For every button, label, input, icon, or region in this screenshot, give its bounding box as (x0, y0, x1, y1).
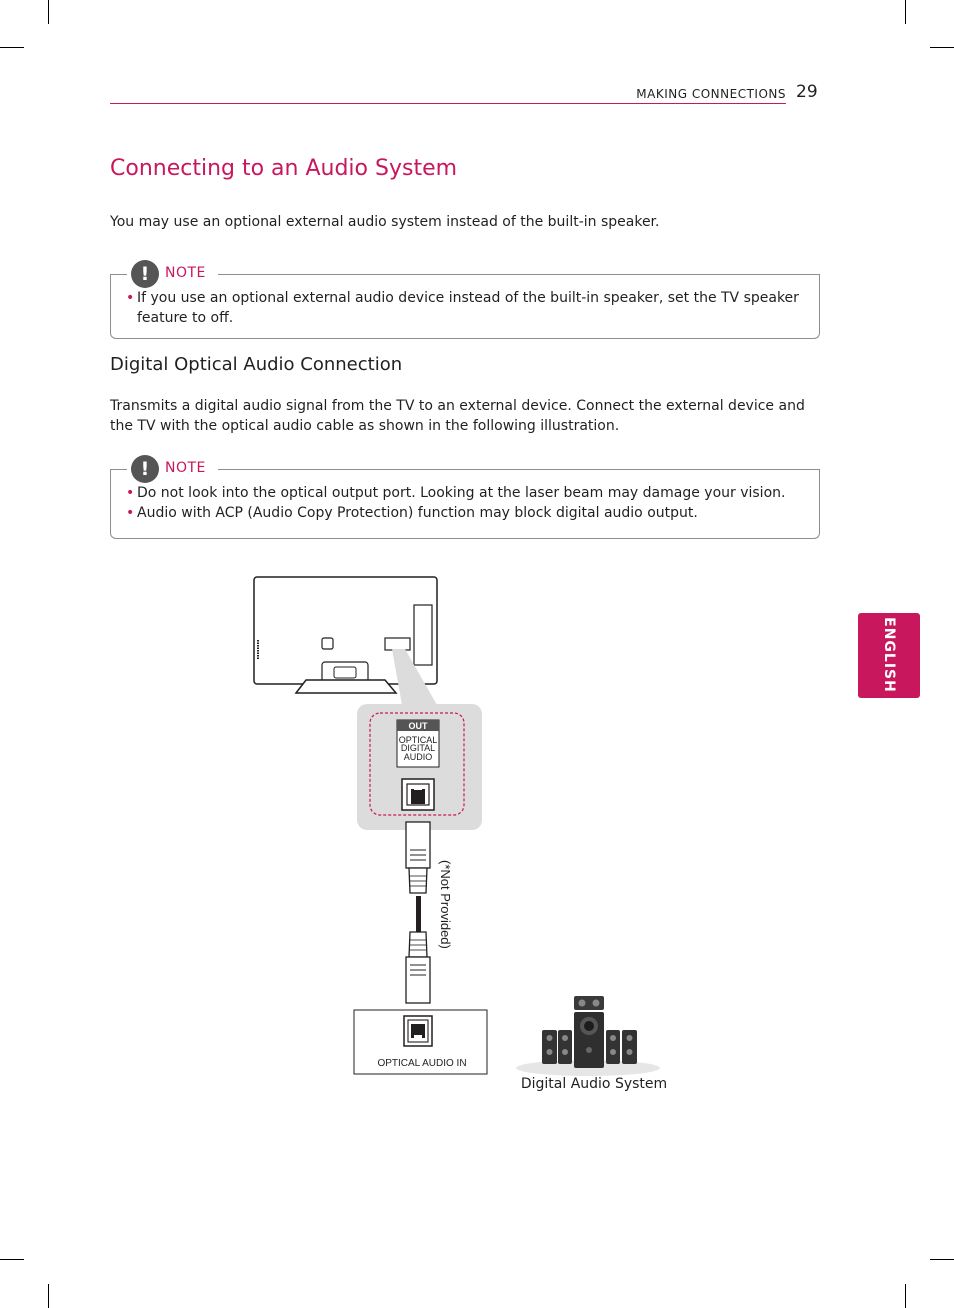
header-section-title: MAKING CONNECTIONS (636, 87, 786, 101)
page-number: 29 (796, 82, 818, 102)
optical-cable (416, 896, 421, 932)
optical-in-port (404, 1016, 432, 1046)
note-label: NOTE (165, 460, 206, 476)
language-tab-label: ENGLISH (881, 617, 897, 693)
port-label-line: DIGITAL (400, 743, 436, 753)
speaker-system-icon (516, 996, 660, 1076)
digital-audio-system-label: Digital Audio System (520, 1076, 668, 1092)
port-label-line: AUDIO (403, 752, 433, 762)
intro-paragraph: You may use an optional external audio system instead of the built-in speaker. (110, 214, 660, 230)
port-out-label: OUT (408, 721, 428, 731)
note-label: NOTE (165, 265, 206, 281)
cable-plug-bottom (406, 932, 430, 1003)
exclamation-icon: ! (131, 455, 159, 483)
optical-audio-in-label: OPTICAL AUDIO IN (377, 1058, 467, 1069)
note-item: • Audio with ACP (Audio Copy Protection) function may block digital audio output. (126, 503, 806, 523)
body-paragraph: Transmits a digital audio signal from the TV to an external device. Connect the external device and the TV with the optical audio cable as shown in the following illustration. (110, 398, 805, 434)
port-label-line: OPTICAL (398, 735, 438, 745)
optical-out-port (402, 779, 434, 810)
page-title: Connecting to an Audio System (110, 156, 458, 181)
cable-plug-top (406, 822, 430, 893)
exclamation-icon: ! (131, 260, 159, 288)
note-item: • Do not look into the optical output port. Looking at the laser beam may damage your vision. (126, 483, 806, 503)
cable-not-provided-label: (*Not Provided) (438, 860, 453, 949)
section-subtitle: Digital Optical Audio Connection (110, 354, 403, 375)
note-item: • If you use an optional external audio device instead of the built-in speaker, set the TV speaker feature to off. (126, 288, 806, 328)
